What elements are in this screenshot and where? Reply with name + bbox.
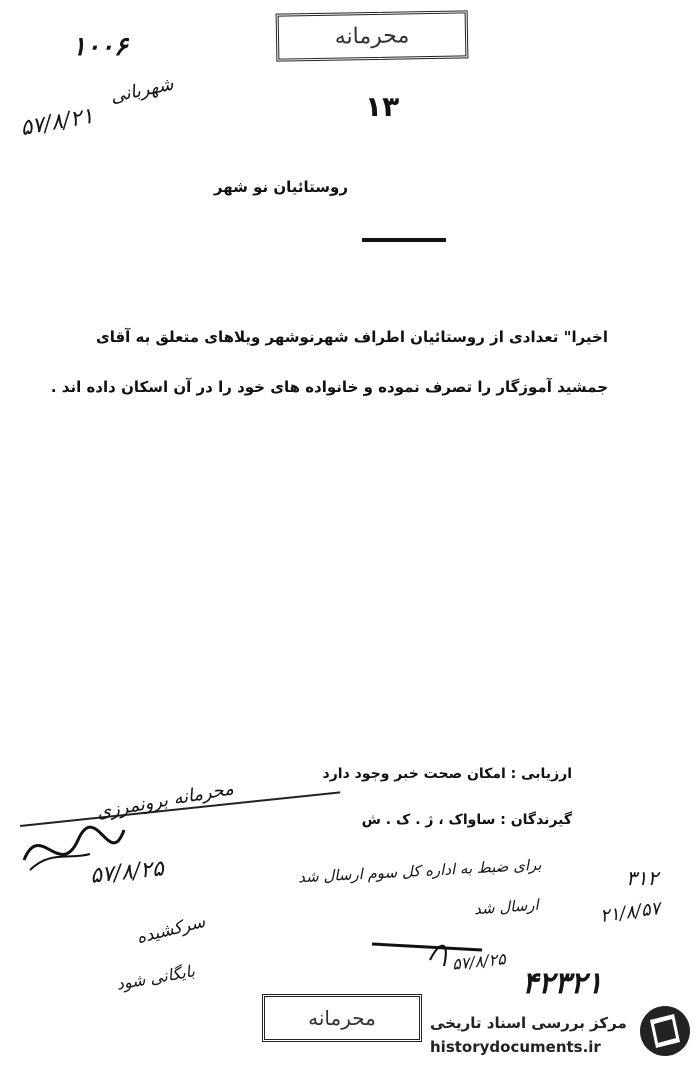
document-body <box>50 312 608 412</box>
handwritten-big-number: ۴۲۳۲۱ <box>522 966 603 1001</box>
handwritten-note-3: بایگانی شود <box>114 961 197 994</box>
watermark-persian: مرکز بررسی اسناد تاریخی <box>430 1014 627 1032</box>
heading-underline <box>362 238 446 242</box>
handwritten-signature-1: محرمانه برونمرزی <box>95 778 236 823</box>
document-heading: روستائیان نو شهر <box>213 178 348 196</box>
page-number: ۱۳ <box>365 90 400 123</box>
handwritten-note-1: برای ضبط به اداره کل سوم ارسال شد <box>297 855 542 887</box>
handwritten-note-2: ارسال شد <box>473 895 540 919</box>
evaluation-line: ارزیابی : امکان صحت خبر وجود دارد <box>322 766 572 782</box>
handwritten-signature-2: سرکشیده <box>134 911 208 949</box>
recipients-line: گیرندگان : ساواک ، ژ . ک . ش <box>361 812 572 828</box>
archive-logo-icon <box>638 1004 692 1058</box>
body-line-1: اخیرا" تعدادی از روستائیان اطراف شهرنوشهر ویلاهای متعلق به آقای <box>95 328 608 346</box>
handwritten-number-312: ۳۱۲ <box>626 866 659 890</box>
handwritten-reference-number: ۱۰۰۶ <box>72 32 128 62</box>
watermark-url[interactable]: historydocuments.ir <box>430 1038 601 1056</box>
body-line-2: جمشید آموزگار را تصرف نموده و خانواده های خود را در آن اسکان داده اند . <box>50 378 608 396</box>
handwritten-date-3: ۵۷/۸/۲۵ <box>451 949 507 974</box>
handwritten-date-1: ۵۷/۸/۲۵ <box>88 856 166 889</box>
handwritten-top-date: ۵۷/۸/۲۱ <box>18 103 96 142</box>
confidential-stamp-top: محرمانه <box>276 10 469 61</box>
confidential-stamp-bottom: محرمانه <box>262 994 422 1042</box>
handwritten-top-note: شهربانی <box>108 73 176 108</box>
handwritten-date-2: ۲۱/۸/۵۷ <box>598 897 662 928</box>
